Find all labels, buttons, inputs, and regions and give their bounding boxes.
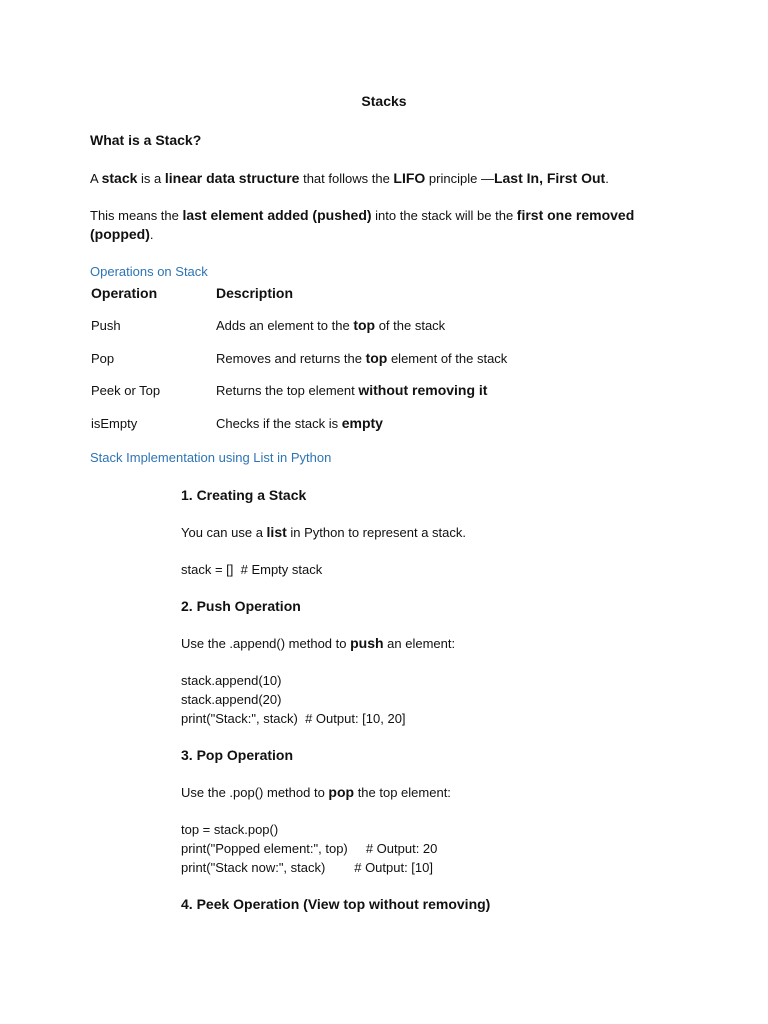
- subheading-push-operation: 2. Push Operation: [181, 598, 301, 614]
- table-header-description: Description: [216, 285, 294, 301]
- code-line: print("Stack:", stack) # Output: [10, 20]: [181, 711, 406, 726]
- code-line: stack.append(10): [181, 673, 282, 688]
- subheading-creating-stack: 1. Creating a Stack: [181, 487, 307, 503]
- table-cell-description: Removes and returns the top element of the stack: [216, 350, 508, 366]
- table-cell-description: Returns the top element without removing it: [216, 382, 488, 398]
- table-cell-operation: isEmpty: [91, 416, 138, 431]
- table-header-operation: Operation: [91, 285, 158, 301]
- page-title: Stacks: [361, 93, 407, 109]
- heading-operations-on-stack: Operations on Stack: [90, 264, 208, 279]
- table-cell-operation: Push: [91, 318, 121, 333]
- paragraph-definition: A stack is a linear data structure that follows the LIFO principle —Last In, First Out.: [90, 170, 609, 186]
- subheading-pop-operation: 3. Pop Operation: [181, 747, 294, 763]
- section-heading-what-is-stack: What is a Stack?: [90, 132, 202, 148]
- code-line: print("Stack now:", stack) # Output: [10]: [181, 860, 433, 875]
- table-cell-operation: Pop: [91, 351, 115, 366]
- table-cell-operation: Peek or Top: [91, 383, 161, 398]
- code-line: top = stack.pop(): [181, 822, 279, 837]
- paragraph-push-operation: Use the .append() method to push an element:: [181, 635, 456, 651]
- paragraph-pop-operation: Use the .pop() method to pop the top element:: [181, 784, 451, 800]
- paragraph-creating-stack: You can use a list in Python to represent a stack.: [181, 524, 466, 540]
- code-line: print("Popped element:", top) # Output: 20: [181, 841, 438, 856]
- code-line: stack = [] # Empty stack: [181, 562, 323, 577]
- table-cell-description: Checks if the stack is empty: [216, 415, 383, 431]
- table-cell-description: Adds an element to the top of the stack: [216, 317, 446, 333]
- heading-stack-implementation: Stack Implementation using List in Python: [90, 450, 332, 465]
- paragraph-lifo-explanation: This means the last element added (pushed) into the stack will be the first one removed (popped).: [90, 207, 635, 242]
- subheading-peek-operation: 4. Peek Operation (View top without removing): [181, 896, 491, 912]
- code-line: stack.append(20): [181, 692, 282, 707]
